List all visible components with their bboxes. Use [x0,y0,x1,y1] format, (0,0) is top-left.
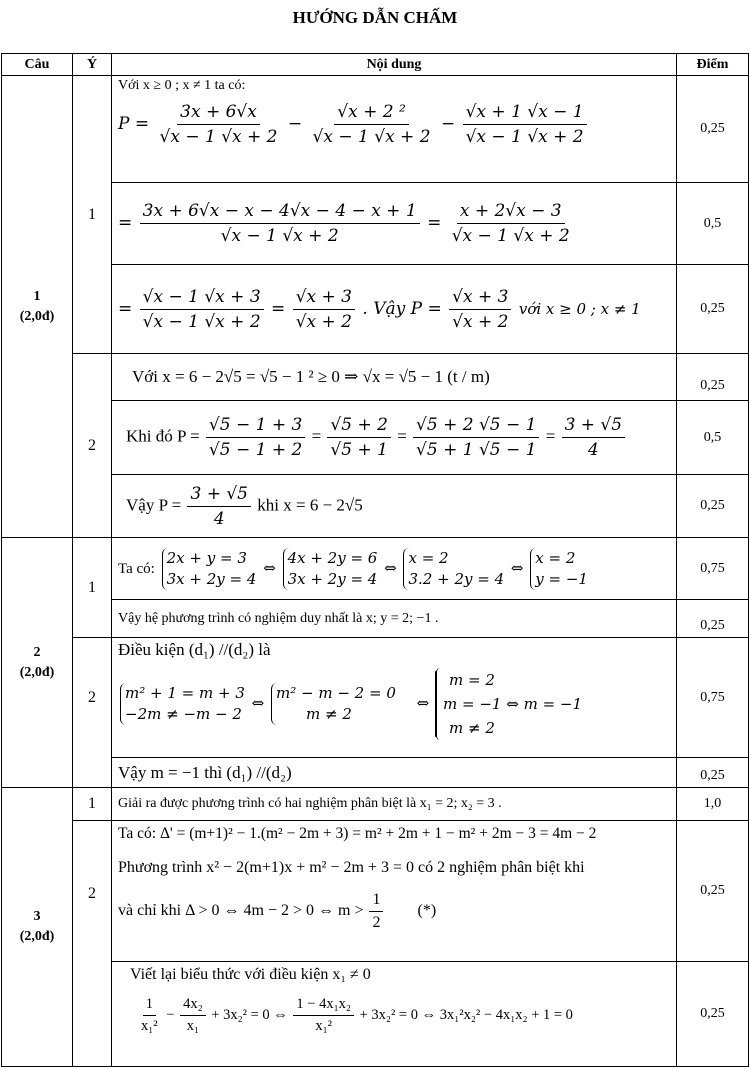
numerator: x + 2√x − 3 [457,201,565,224]
table-header-row [2,54,749,76]
denominator: 4 [213,508,225,529]
content-cell [112,638,677,758]
question-points: (2,0đ) [19,929,55,944]
formula-lhs: P = [118,114,150,134]
score-cell: 0,25 [677,821,749,962]
table-row [2,638,749,758]
content-cell [112,183,677,265]
equation: m = −1 ⇔ m = −1 [443,695,583,713]
equation: m² + 1 = m + 3 [125,684,245,702]
formula-line: Ta có: Δ' = (m+1)² − 1.(m² − 2m + 3) = m² + 2m + 1 − m² + 2m − 3 = 4m − 2 [118,825,597,842]
equation: 2x + y = 3 [166,548,247,567]
header-cau: Câu [2,54,73,76]
equation: 3.2 + 2y = 4 [408,569,505,588]
operator: = [271,298,286,319]
table-row [2,788,749,821]
content-cell [112,265,677,354]
part-1-cell: 1 [73,76,112,354]
equation: y = −1 [535,569,588,588]
score-cell: 0,75 [677,538,749,600]
formula-line [118,201,670,246]
numerator: 1 [369,891,383,912]
equation-system [120,683,245,725]
part-1-cell: 1 [73,788,112,821]
score-cell: 1,0 [677,788,749,821]
formula-lhs: Vậy P = [126,494,182,514]
fraction [140,287,264,332]
score-cell: 0,25 [677,758,749,788]
solution-text: Giải ra được phương trình có hai nghiệm phân biệt là x₁ = 2; x₂ = 3 . [118,796,502,811]
header-y: Ý [73,54,112,76]
content-cell [112,475,677,538]
numerator: 3x + 6√x [177,102,260,125]
formula-line [118,102,670,147]
denominator: 4 [587,440,599,460]
iff-symbol: ⇔ [251,694,265,712]
part-1-cell: 1 [73,538,112,638]
part-2-cell: 2 [73,821,112,1067]
denominator: √x − 1 √x + 2 [312,127,431,147]
conclusion-text: Vậy m = −1 thì (d₁) //(d₂) [118,762,292,782]
equation: −2m ≠ −m − 2 [125,705,242,723]
header-diem: Điểm [677,54,749,76]
operator: = [311,426,322,446]
question-1-cell [2,76,73,538]
denominator: √5 + 1 √5 − 1 [416,440,537,460]
question-number: 2 [33,644,41,660]
condition-text: với x ≥ 0 ; x ≠ 1 [518,299,641,318]
formula-line [118,484,670,529]
table-row [2,538,749,600]
formula-line [118,415,670,460]
fraction [463,102,587,147]
denominator: √5 + 1 [330,440,388,460]
table-row [2,758,749,788]
fraction [310,102,434,147]
fraction [187,484,251,529]
content-cell [112,600,677,638]
question-points: (2,0đ) [19,308,55,324]
numerator: 4x₂ [180,996,206,1016]
equation: m = 2 [449,671,495,689]
denominator: √x − 1 √x + 2 [451,226,570,246]
iff-symbol: ⇔ [416,694,430,712]
part-2-cell: 2 [73,638,112,788]
header-noidung: Nội dung [112,54,677,76]
equation: 3x + 2y = 4 [166,569,257,588]
fraction [157,102,281,147]
numerator: √5 − 1 + 3 [206,415,305,438]
score-cell: 0,25 [677,76,749,183]
fraction [449,201,573,246]
content-cell [112,354,677,401]
numerator: √x + 3 [449,287,511,310]
numerator: √x − 1 √x + 3 [140,287,264,310]
inequality-text: và chỉ khi Δ > 0 ⇔ 4m − 2 > 0 ⇔ m > [118,902,364,920]
score-cell: 0,25 [677,475,749,538]
denominator: √x − 1 √x + 2 [465,127,584,147]
question-2-cell [2,538,73,788]
table-row [2,354,749,401]
operator: = [118,213,133,233]
part-2-cell: 2 [73,354,112,538]
fraction [413,415,539,460]
equation-system [403,548,504,590]
fraction [562,415,626,460]
star-marker: (*) [417,902,437,920]
operator: = [397,426,407,446]
denominator: x₁ [186,1018,200,1034]
iff-symbol: ⇔ [384,558,397,577]
fraction [206,415,305,460]
numerator: 3 + √5 [187,484,251,507]
score-cell: 0,5 [677,183,749,265]
question-number: 3 [33,909,41,924]
formula-line: Viết lại biểu thức với điều kiện x₁ ≠ 0 [130,966,371,983]
conclusion-text: Vậy hệ phương trình có nghiệm duy nhất là x; y = 2; −1 . [118,610,439,626]
condition-heading: Điều kiện (d₁) //(d₂) là [118,640,271,659]
iff-symbol: ⇔ [263,558,276,577]
operator: = [118,298,133,319]
fraction [449,287,511,332]
expression-part: + 3x₂² = 0 ⇔ [211,1006,288,1023]
content-cell [112,538,677,600]
denominator: √x + 2 [452,311,509,332]
equation: x = 2 [408,548,449,567]
operator: = [545,426,556,446]
table-row [2,600,749,638]
content-cell [112,821,677,962]
equation-system [271,683,396,725]
numerator: √x + 2 ² [334,102,409,125]
denominator: x₁² [315,1018,333,1034]
numerator: 3 + √5 [562,415,626,438]
question-3-cell [2,788,73,1067]
denominator: √x − 1 √x + 2 [220,226,339,246]
equation: m ≠ 2 [306,705,352,723]
score-cell: 0,25 [677,962,749,1067]
score-cell: 0,25 [677,600,749,638]
grading-table [1,53,749,1067]
iff-symbol: ⇔ [510,558,524,577]
content-cell [112,962,677,1067]
fraction [327,415,391,460]
table-row [2,265,749,354]
numerator: √5 + 2 [327,415,391,438]
numerator: 1 − 4x₁x₂ [293,996,354,1016]
equation-system [436,668,582,740]
content-cell [112,758,677,788]
formula-line [118,548,670,590]
denominator: √x − 1 √x + 2 [142,311,261,332]
expression-part: + 3x₂² = 0 ⇔ 3x₁²x₂² − 4x₁x₂ + 1 = 0 [359,1006,573,1023]
equation: m ≠ 2 [449,719,495,737]
denominator: 2 [372,914,381,931]
operator: − [287,114,303,134]
equation: 3x + 2y = 4 [287,569,378,588]
formula-line [118,287,670,332]
fraction [180,996,206,1035]
table-row [2,76,749,183]
equation: 4x + 2y = 6 [287,548,378,567]
fraction [293,996,354,1035]
taco-label: Ta có: [118,560,155,577]
question-number: 1 [33,288,41,304]
fraction [293,287,355,332]
formula-line [118,996,670,1035]
table-row [2,962,749,1067]
page-title: HƯỚNG DẪN CHẤM [292,8,458,27]
equation: x = 2 [535,548,576,567]
equation-system [530,548,588,590]
numerator: 3x + 6√x − x − 4√x − 4 − x + 1 [140,201,420,224]
table-row [2,183,749,265]
operator: − [166,1006,175,1023]
score-cell: 0,25 [677,265,749,354]
content-cell [112,788,677,821]
formula-line: Với x = 6 − 2√5 = √5 − 1 ² ≥ 0 ⇒ √x = √5 − 1 (t / m) [132,367,490,386]
condition-text: khi x = 6 − 2√5 [257,494,363,514]
denominator: √5 − 1 + 2 [208,440,303,460]
denominator: x₁² [141,1018,158,1034]
numerator: √x + 3 [293,287,355,310]
fraction [138,996,161,1035]
numerator: √x + 1 √x − 1 [463,102,587,125]
formula-lhs: Khi đó P = [126,426,200,446]
score-cell: 0,75 [677,638,749,758]
fraction [140,201,420,246]
score-cell: 0,5 [677,401,749,475]
numerator: √5 + 2 √5 − 1 [413,415,539,438]
fraction [369,891,383,932]
denominator: √x − 1 √x + 2 [159,127,278,147]
formula-line [118,668,670,740]
operator: − [440,114,456,134]
formula-line [118,891,670,932]
condition-text: Với x ≥ 0 ; x ≠ 1 ta có: [118,78,246,93]
numerator: 1 [143,996,156,1016]
table-row [2,821,749,962]
denominator: √x + 2 [295,311,352,332]
equation: m² − m − 2 = 0 [276,684,396,702]
formula-line: Phương trình x² − 2(m+1)x + m² − 2m + 3 = 0 có 2 nghiệm phân biệt khi [118,859,585,876]
equation-system [162,548,257,590]
operator: = [427,213,442,233]
question-points: (2,0đ) [19,664,55,680]
conclusion-label: . Vậy P = [362,298,442,319]
equation-system [283,548,378,590]
content-cell [112,401,677,475]
content-cell [112,76,677,183]
table-row [2,401,749,475]
score-cell: 0,25 [677,354,749,401]
table-row [2,475,749,538]
